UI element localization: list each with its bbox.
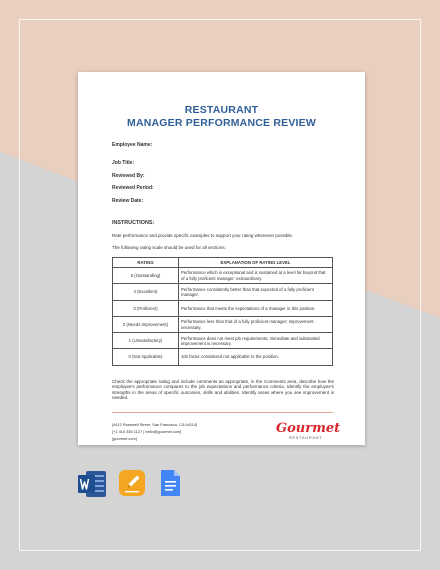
rating-cell: 3 (Proficient) [113, 300, 179, 316]
rating-cell: 2 (Needs Improvement) [113, 316, 179, 332]
field-reviewed-by: Reviewed By: [112, 173, 145, 179]
table-row [113, 349, 333, 365]
table-row [113, 316, 333, 332]
field-employee-name: Employee Name: [112, 142, 153, 148]
explanation-cell: Performance less than that of a fully proficient manager; improvement necessary. [179, 316, 333, 332]
rating-cell: 0 (Not Applicable) [113, 349, 179, 365]
field-reviewed-period: Reviewed Period: [112, 185, 154, 191]
rating-scale-table [112, 257, 333, 366]
footer-contact: [+1 415 355 1127 | hello@gourmet.com] [112, 429, 182, 434]
rating-cell: 4 (Excellent) [113, 284, 179, 300]
pages-icon[interactable] [118, 469, 146, 502]
field-review-date: Review Date: [112, 198, 144, 204]
footer-divider [112, 412, 333, 413]
instructions-text: Rate performance and provide specific examples to support your rating whenever possible. [112, 233, 294, 238]
explanation-cell: Performance which is exceptional and is sustained at a level far beyond that of a fully proficient manager; extraordinary. [179, 268, 333, 284]
table-row [113, 268, 333, 284]
explanation-cell: Performance consistently better than that expected of a fully proficient manager. [179, 284, 333, 300]
google-docs-icon[interactable] [159, 469, 181, 502]
table-row [113, 284, 333, 300]
rating-cell: 5 (Outstanding) [113, 268, 179, 284]
word-icon[interactable] [77, 469, 107, 504]
footer-address: [4412 Rosewell Street, San Francisco, CA 94114] [112, 422, 198, 427]
footer-website: [gourmet.com] [112, 436, 137, 441]
table-header: EXPLANATION OF RATING LEVEL [179, 258, 333, 268]
table-row [113, 333, 333, 349]
rating-scale-intro: The following rating scale should be used for all sections: [112, 245, 226, 250]
explanation-cell: Performance does not meet job requirements; immediate and substantial improvement is necessary. [179, 333, 333, 349]
table-header: RATING [113, 258, 179, 268]
table-header-row [113, 258, 333, 268]
restaurant-logo-subtitle: RESTAURANT [289, 436, 323, 440]
table-row [113, 300, 333, 316]
document-title-line1: RESTAURANT [184, 104, 259, 116]
explanation-cell: Performance that meets the expectations of a manager in this position. [179, 300, 333, 316]
field-job-title: Job Title: [112, 160, 135, 166]
closing-instructions: Check the appropriate rating and include comments as appropriate, in the Comments area, describe how the employee's performance compares to the job expectations and performance criteria. Identify the employee's strengths in the areas of specific outcomes, skills and abilities. Identify areas where you see improvement is needed. [112, 379, 334, 401]
document-title-line2: MANAGER PERFORMANCE REVIEW [127, 117, 316, 129]
explanation-cell: Job factor considered not applicable to the position. [179, 349, 333, 365]
rating-cell: 1 (Unsatisfactory) [113, 333, 179, 349]
restaurant-logo: Gourmet [276, 421, 341, 436]
instructions-heading: INSTRUCTIONS: [112, 220, 155, 226]
document-preview [78, 72, 365, 445]
